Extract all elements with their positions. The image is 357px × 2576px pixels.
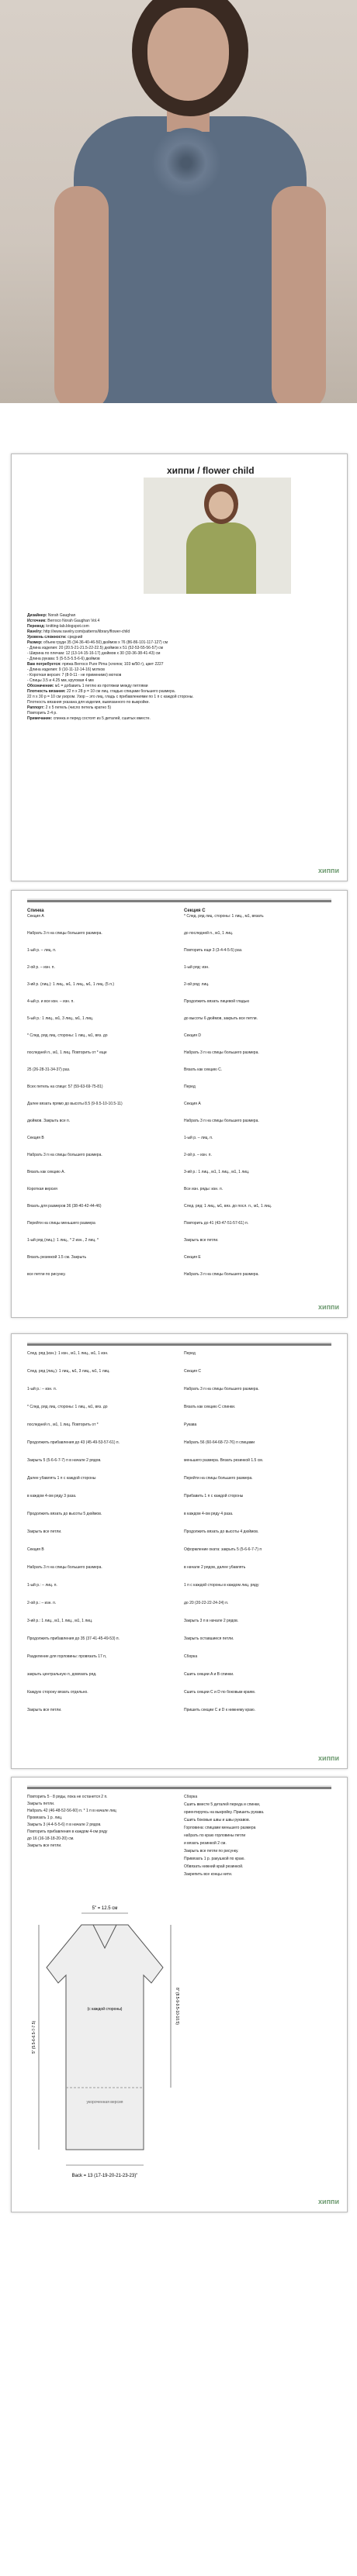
instruction-line: до последней п., м1, 1 лиц.: [184, 931, 234, 936]
instruction-line: Перейти на спицы меньшего размера: [27, 1221, 95, 1226]
detail-line: 22 п х 30 р = 10 см узором. Узор – это лиц. гладь с прибавлениями по 1 п с каждой стороны.: [27, 695, 194, 699]
instruction-line: Сшить вместе 5 деталей переда и спинки,: [184, 1802, 261, 1807]
instruction-line: 25 (26-28-31-34-37) раз.: [27, 1067, 71, 1072]
front-instructions-left: [27, 1351, 175, 1726]
instruction-line: Продолжить вязать до высоты 4 дюймов.: [184, 1529, 259, 1534]
instruction-line: * След. ряд лиц. стороны: 1 лиц., м1, вяз. до: [27, 1033, 108, 1038]
instruction-line: все петли по рисунку.: [27, 1272, 66, 1277]
pattern-page-1: [11, 453, 348, 881]
detail-line: Плотность вязания указана для изделия, вывязанного по выкройке.: [27, 700, 150, 705]
instruction-line: 3-ий р.: 1 лиц., м1, 1 лиц., м1, 1 лиц.: [184, 1170, 250, 1174]
instruction-line: Обвязать нижний край резинкой.: [184, 1864, 244, 1869]
instruction-line: 1 п с каждой стороны в каждом лиц. ряду: [184, 1583, 259, 1588]
instruction-line: 2-ой р.: – изн. п.: [27, 1601, 57, 1605]
instruction-line: Повторить до 41 (43-47-51-57-61) п.: [184, 1221, 249, 1226]
detail-line: Примечание: спинка и перед состоят из 5 деталей, сшитых вместе.: [27, 716, 151, 721]
detail-line: - Длина рукава: 5 (5-5.5-5.5-6-6) дюймов: [27, 657, 100, 661]
detail-line: Повторить 2-4 р.: [27, 711, 57, 716]
detail-line: Размер: объем груди 35 (34-36-40-46-50) дюймов x 76 (86-86-101-117-127) см: [27, 640, 168, 645]
instruction-line: в начале 2 рядов, далее убавлять: [184, 1565, 246, 1570]
instruction-line: 3-ий р. (лиц.): 1 лиц., м1, 1 лиц., м1, 1 лиц. (5 п.): [27, 982, 114, 987]
instruction-line: Секция B: [27, 1547, 44, 1552]
instruction-line: меньшего размера. Вязать резинкой 1.5 см.: [184, 1458, 264, 1463]
instruction-line: дюймов. Закрыть все п.: [27, 1119, 71, 1123]
instruction-line: Короткая версия: [27, 1187, 57, 1191]
instruction-line: Закрыть все петли.: [27, 1843, 62, 1848]
instruction-line: 5-ый р.: 1 лиц., м1, 3 лиц., м1, 1 лиц.: [27, 1016, 94, 1021]
instruction-line: 3-ий р.: 1 лиц., м1, 1 лиц., м1, 1 лиц.: [27, 1619, 93, 1623]
instruction-line: Сборка: [184, 1795, 198, 1799]
instruction-line: Секция B: [27, 1136, 44, 1140]
instruction-line: до 20 (20-22-22-24-24) п.: [184, 1601, 229, 1605]
instruction-line: * След. ряд лиц. стороны: 1 лиц., м1, вяз. до: [27, 1405, 108, 1409]
instruction-line: Разделение для горловины: провязать 17 п,: [27, 1654, 107, 1659]
diagram-mid-label: (с каждой стороны): [87, 2007, 123, 2012]
instruction-line: Все изн. ряды: изн. п.: [184, 1187, 224, 1191]
instruction-line: последней п., м1, 1 лиц. Повторить от *: [27, 1422, 99, 1427]
pattern-page-3: [11, 1333, 348, 1769]
instruction-line: Секция A: [184, 1102, 201, 1106]
instruction-line: Набрать 42 (46-48-52-56-60) п. * 1 п в начале лиц: [27, 1809, 116, 1813]
instruction-line: набрать по краю горловины петли: [184, 1833, 246, 1838]
detail-line: - Длина изделия: 20 (20.5-21-21.5-22-22.5) дюймов x 51 (52-53-55-56-57) см: [27, 646, 164, 650]
schematic-diagram: [27, 1894, 182, 2192]
instruction-line: 2-ой р. – изн. п.: [184, 1153, 212, 1157]
instruction-line: Закрыть 5 (5-6-6-7-7) п в начале 2 рядов.: [27, 1458, 102, 1463]
instruction-line: * След. ряд лиц. стороны: 1 лиц., м1, вязать: [184, 914, 264, 919]
detail-line: - Короткая версия: 7 (8-9-11 - не применимо) мотков: [27, 673, 122, 678]
instruction-line: Набрать 3 п на спицы большего размера.: [184, 1387, 259, 1391]
instruction-line: Каждую сторону вязать отдельно.: [27, 1690, 88, 1695]
instruction-line: Перейти на спицы большего размера.: [184, 1476, 253, 1481]
instruction-line: Закрыть все петли.: [27, 1708, 62, 1712]
back-instructions: [27, 908, 175, 1289]
detail-line: Дизайнер: Norah Gaughan: [27, 613, 76, 618]
instruction-line: Провязать 1 р. лиц.: [27, 1816, 63, 1820]
instruction-line: Пришить секции C и D к нижнему краю.: [184, 1708, 256, 1712]
instruction-line: Рукава: [184, 1422, 197, 1427]
instruction-line: 1-ый ряд (лиц.): 1 лиц., * 2 изн., 2 лиц. *: [27, 1238, 99, 1243]
instruction-line: Сшить боковые швы и швы рукавов.: [184, 1818, 250, 1823]
detail-line: Перевод: knitting-lab.blogspot.com: [27, 624, 89, 629]
pattern-title: хиппи / flower child: [167, 465, 255, 476]
instruction-line: до высоты 6 дюймов, закрыть все петли.: [184, 1016, 258, 1021]
diagram-bottom-label: Back = 13 (17-19-20-21-23-23)": [71, 2174, 138, 2178]
instruction-line: 2-ой р. – изн. п.: [27, 965, 55, 970]
instruction-line: до 16 (16-18-18-20-20) см.: [27, 1836, 75, 1841]
logo: хиппи: [318, 2198, 339, 2205]
detail-line: Уровень сложности: средний: [27, 635, 83, 640]
instruction-line: Закрыть оставшиеся петли.: [184, 1636, 234, 1641]
instruction-line: Привязать 1 р. ракушкой по краю.: [184, 1857, 245, 1861]
hero-photo: [0, 0, 357, 403]
instruction-line: Далее убавлять 1 п с каждой стороны: [27, 1476, 96, 1481]
instruction-line: Продолжить вязать лицевой гладью: [184, 999, 250, 1004]
instruction-line: Закрыть все петли.: [27, 1529, 62, 1534]
instruction-line: Повторить прибавления в каждом 4-ом ряду: [27, 1829, 108, 1834]
section-heading: Спинка: [27, 909, 44, 913]
instruction-line: Горловина: спицами меньшего размера: [184, 1826, 256, 1830]
instruction-line: Закрепить все концы нити.: [184, 1872, 233, 1877]
instruction-line: Сшить секции C и D по боковым краям.: [184, 1690, 256, 1695]
pattern-details: [27, 613, 334, 722]
instruction-line: в каждом 4-ом ряду 3 раза.: [27, 1494, 77, 1498]
instruction-line: След. ряд (лиц.): 1 лиц., м1, 3 лиц., м1, 1 лиц.: [27, 1369, 110, 1374]
instruction-line: Секция E: [184, 1255, 201, 1260]
model-photo: [144, 478, 291, 594]
detail-line: - Спицы 3.5 и 4.25 мм, круговая 4 мм: [27, 678, 94, 683]
diagram-legend: укороченная версия: [86, 2100, 123, 2105]
instruction-line: Набрать 3 п на спицы большего размера.: [184, 1119, 259, 1123]
instruction-line: Далее вязать прямо до высоты 8.5 (9-9.5-10-10.5-11): [27, 1102, 123, 1106]
instruction-line: последней п., м1, 1 лиц. Повторить от * еще: [27, 1050, 107, 1055]
instruction-line: Оформление окатa: закрыть 5 (5-6-6-7-7) п: [184, 1547, 262, 1552]
instruction-line: Повторить 5 - 8 ряды, пока не останется 2 п.: [27, 1795, 108, 1799]
section-c-instructions: [184, 908, 335, 1289]
logo: хиппи: [318, 1303, 339, 1311]
instruction-line: 1-ый р.: – лиц. п.: [27, 1583, 57, 1588]
instruction-line: Закрыть все петли по рисунку.: [184, 1849, 239, 1854]
detail-line: Вам потребуется: пряжа Berroco Pure Pima (хлопок; 103 м/50 г), цвет 2227: [27, 662, 164, 667]
instruction-line: ориентируясь на выкройку. Пришить рукава.: [184, 1810, 265, 1815]
instruction-line: След. ряд: 1 лиц., м1, вяз. до посл. п., м1, 1 лиц.: [184, 1204, 272, 1209]
instruction-line: Вязать как секцию A.: [27, 1170, 65, 1174]
instruction-line: Закрыть все петли.: [184, 1238, 219, 1243]
instruction-line: Набрать 56 (60-64-68-72-76) п спицами: [184, 1440, 255, 1445]
instruction-line: Секция A: [27, 914, 44, 919]
flower-motif: [151, 128, 221, 198]
instruction-line: Продолжить прибавления до 43 (45-49-53-57-61) п.: [27, 1440, 120, 1445]
instruction-line: Секция D: [184, 1033, 201, 1038]
finishing-left: [27, 1795, 175, 1850]
instruction-line: в каждом 4-ом ряду 4 раза.: [184, 1512, 234, 1516]
instruction-line: Прибавить 1 п с каждой стороны: [184, 1494, 244, 1498]
section-heading: Секция C: [184, 909, 206, 913]
instruction-line: Вязать как секцию C спинки.: [184, 1405, 236, 1409]
front-instructions-right: [184, 1351, 335, 1726]
instruction-line: 1-ый р. – лиц. п.: [184, 1136, 213, 1140]
logo: хиппи: [318, 867, 339, 874]
instruction-line: закрыть центральную п, довязать ряд.: [27, 1672, 97, 1677]
pattern-page-4: [11, 1777, 348, 2212]
instruction-line: Продолжить вязать до высоты 5 дюймов.: [27, 1512, 102, 1516]
logo: хиппи: [318, 1754, 339, 1762]
instruction-line: 1-ый ряд: изн.: [184, 965, 210, 970]
instruction-line: Продолжить прибавления до 35 (37-41-45-49-53) п.: [27, 1636, 120, 1641]
instruction-line: 1-ый р.: – изн. п.: [27, 1387, 57, 1391]
pattern-page-2: [11, 890, 348, 1318]
instruction-line: Сборка: [184, 1654, 198, 1659]
instruction-line: Всех петель на спице: 57 (59-63-69-75-81): [27, 1085, 103, 1089]
detail-line: Ravelry: http://www.ravelry.com/patterns/library/flower-child: [27, 629, 130, 634]
instruction-line: Набрать 3 п на спицы большего размера.: [27, 931, 102, 936]
instruction-line: Сшить секции A и B спинки.: [184, 1672, 234, 1677]
detail-line: - Ширина по плечам: 12 (13-14-15-16-17) дюймов x 30 (33-36-38-41-43) см: [27, 651, 161, 656]
instruction-line: Перед: [184, 1351, 196, 1356]
instruction-line: 2-ой ряд: лиц.: [184, 982, 210, 987]
detail-line: Источник: Berroco Norah Gaughan Vol.4: [27, 619, 100, 623]
instruction-line: Закрыть петли.: [27, 1802, 55, 1806]
instruction-line: Закрыть 3 (4-4-5-5-6) п в начале 2 рядов.: [27, 1823, 102, 1827]
instruction-line: Секция C: [184, 1369, 201, 1374]
instruction-line: и вязать резинкой 2 см.: [184, 1841, 227, 1846]
diagram-top-label: 5" = 12.5 см: [92, 1906, 118, 1911]
instruction-line: Закрыть 3 п в начале 2 рядов.: [184, 1619, 239, 1623]
instruction-line: Набрать 3 п на спицы большего размера.: [27, 1153, 102, 1157]
diagram-right-label: 8" (8.5-9-9.5-10-10.5): [175, 1988, 179, 2025]
instruction-line: Повторить еще 3 (3-4-4-5-5) раз.: [184, 948, 243, 953]
instruction-line: 4-ый р. и все изн. – изн. п.: [27, 999, 75, 1004]
instruction-line: Вязать для размеров 36 (38-40-42-44-46): [27, 1204, 102, 1209]
diagram-left-label: 5" (5.5-6-6.5-7-7.5): [32, 2020, 36, 2054]
instruction-line: Вязать резинкой 1.5 см. Закрыть: [27, 1255, 87, 1260]
detail-line: Плотность вязания: 22 п х 28 р = 10 см лиц. гладью спицами большего размера.: [27, 689, 176, 694]
detail-line: Обозначения: м1 = добавить 1 петлю из протяжки между петлями: [27, 684, 148, 688]
detail-line: - Длина изделия: 9 (10-11-12-14-16) мотков: [27, 667, 105, 672]
instruction-line: Перед: [184, 1085, 196, 1089]
instruction-line: Набрать 3 п на спицы большего размера.: [184, 1050, 259, 1055]
instruction-line: Вязать как секцию C.: [184, 1067, 223, 1072]
detail-line: Раппорт: 2 х 5 петель (число петель кратно 5): [27, 705, 112, 710]
instruction-line: Набрать 3 п на спицы большего размера.: [184, 1272, 259, 1277]
instruction-line: Набрать 3 п на спицы большего размера.: [27, 1565, 102, 1570]
instruction-line: След. ряд (изн.): 1 изн., м1, 1 лиц., м1, 1 изн.: [27, 1351, 109, 1356]
finishing-right: [184, 1795, 335, 1880]
instruction-line: 1-ый р. – лиц. п.: [27, 948, 57, 953]
